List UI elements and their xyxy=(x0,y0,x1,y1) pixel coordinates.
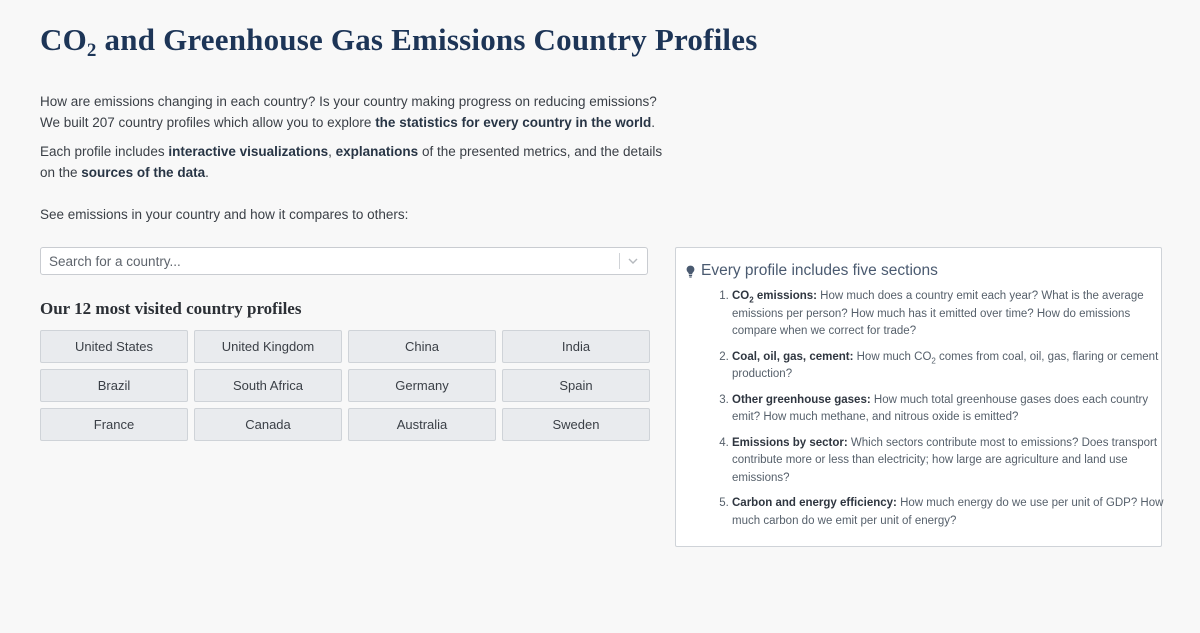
country-button-sweden[interactable]: Sweden xyxy=(502,408,650,441)
list-item: 1. $CO_2$ emissions: How much does a country emit each year? What is the average emissions per person? How much has it emitted over time? How do emissions compare when we correct for trade? xyxy=(732,288,1164,341)
panel-heading xyxy=(686,262,938,280)
country-button-india[interactable]: India xyxy=(502,330,650,363)
country-button-spain[interactable]: Spain xyxy=(502,369,650,402)
popular-country-grid xyxy=(40,330,650,441)
country-button-united-states[interactable]: United States xyxy=(40,330,188,363)
country-button-germany[interactable]: Germany xyxy=(348,369,496,402)
country-button-australia[interactable]: Australia xyxy=(348,408,496,441)
list-item: 5. Carbon and energy efficiency: How much energy do we use per unit of GDP? How much carbon do we emit per unit of energy? xyxy=(732,495,1164,530)
country-search-box[interactable] xyxy=(40,247,648,275)
list-item: 2. Coal, oil, gas, cement: How much $CO_2$ comes from coal, oil, gas, flaring or cement production? xyxy=(732,349,1164,384)
sections-list xyxy=(710,288,1164,538)
lightbulb-icon xyxy=(686,265,695,278)
country-button-united-kingdom[interactable]: United Kingdom xyxy=(194,330,342,363)
panel-heading-text: Every profile includes five sections xyxy=(701,262,938,279)
list-item: 3. Other greenhouse gases: How much total greenhouse gases does each country emit? How much methane, and nitrous oxide is emitted? xyxy=(732,392,1164,427)
profile-sections-panel xyxy=(675,247,1162,547)
country-search-input[interactable] xyxy=(41,248,632,274)
list-item: 4. Emissions by sector: Which sectors contribute most to emissions? Does transport contribute more or less than electricity; how large are agriculture and land use emissions? xyxy=(732,435,1164,488)
intro-paragraph-1: How are emissions changing in each country? Is your country making progress on reducing emissions? We built 207 country profiles which allow you to explore the statistics for every country in the world. xyxy=(40,94,657,130)
country-button-canada[interactable]: Canada xyxy=(194,408,342,441)
chevron-down-icon[interactable] xyxy=(627,254,639,268)
intro-paragraph-3: See emissions in your country and how it compares to others: xyxy=(40,207,409,222)
country-button-brazil[interactable]: Brazil xyxy=(40,369,188,402)
popular-profiles-heading: Our 12 most visited country profiles xyxy=(40,299,302,318)
intro-paragraph-2: Each profile includes interactive visualizations, explanations of the presented metrics, and the details on the sources of the data. xyxy=(40,144,663,180)
country-button-france[interactable]: France xyxy=(40,408,188,441)
search-separator xyxy=(619,253,620,269)
country-button-china[interactable]: China xyxy=(348,330,496,363)
page-title: $CO_2$ and Greenhouse Gas Emissions Country Profiles xyxy=(40,22,758,61)
country-button-south-africa[interactable]: South Africa xyxy=(194,369,342,402)
